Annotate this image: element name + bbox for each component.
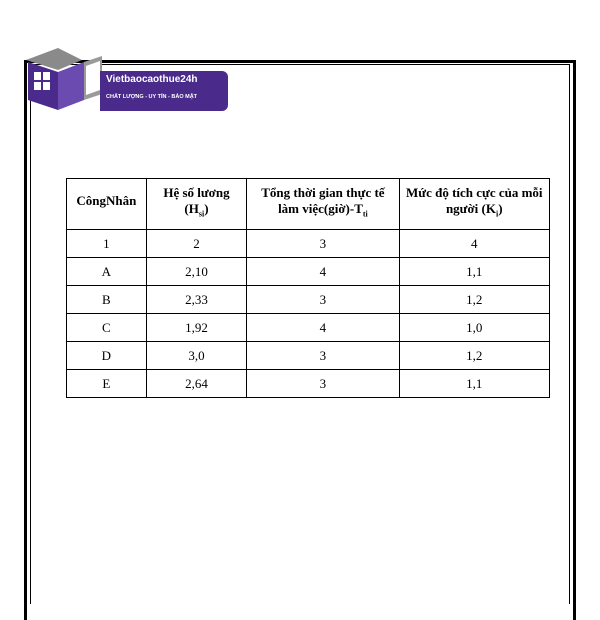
house-book-icon	[22, 46, 112, 112]
table-cell: 3	[247, 230, 399, 258]
header-total-work-time: Tổng thời gian thực tế làm $việc(giờ)-T_{ti}$	[247, 179, 399, 230]
table-cell: 4	[399, 230, 549, 258]
table-cell: 1,92	[146, 314, 247, 342]
header-worker: CôngNhân	[67, 179, 147, 230]
table-cell: D	[67, 342, 147, 370]
header-activity-level: Mức độ tích cực của mỗi người $(K_i)$	[399, 179, 549, 230]
logo-name: Vietbaocaothue24h	[106, 74, 198, 85]
table-cell: 3	[247, 342, 399, 370]
table-cell: 1,1	[399, 370, 549, 398]
table-row	[67, 230, 550, 258]
logo-tagline: CHẤT LƯỢNG - UY TÍN - BẢO MẬT	[106, 94, 198, 100]
table-row	[67, 342, 550, 370]
table-cell: 1,2	[399, 342, 549, 370]
header-salary-coefficient: Hệ số lương $(H_{si})$	[146, 179, 247, 230]
table-cell: 3	[247, 286, 399, 314]
table-cell: 1,0	[399, 314, 549, 342]
table-cell: 1,2	[399, 286, 549, 314]
table-row	[67, 314, 550, 342]
brand-logo	[22, 46, 212, 112]
table-cell: 3	[247, 370, 399, 398]
table-cell: 4	[247, 258, 399, 286]
table-cell: A	[67, 258, 147, 286]
table-cell: E	[67, 370, 147, 398]
worker-table	[66, 178, 550, 398]
table-cell: 1,1	[399, 258, 549, 286]
table-row	[67, 258, 550, 286]
table-cell: 2	[146, 230, 247, 258]
table-cell: 2,33	[146, 286, 247, 314]
table-row	[67, 370, 550, 398]
table-header-row	[67, 179, 550, 230]
table-cell: 4	[247, 314, 399, 342]
table-cell: B	[67, 286, 147, 314]
table-row	[67, 286, 550, 314]
table-cell: C	[67, 314, 147, 342]
table-cell: 1	[67, 230, 147, 258]
table-cell: 2,64	[146, 370, 247, 398]
table-cell: 2,10	[146, 258, 247, 286]
table-cell: 3,0	[146, 342, 247, 370]
